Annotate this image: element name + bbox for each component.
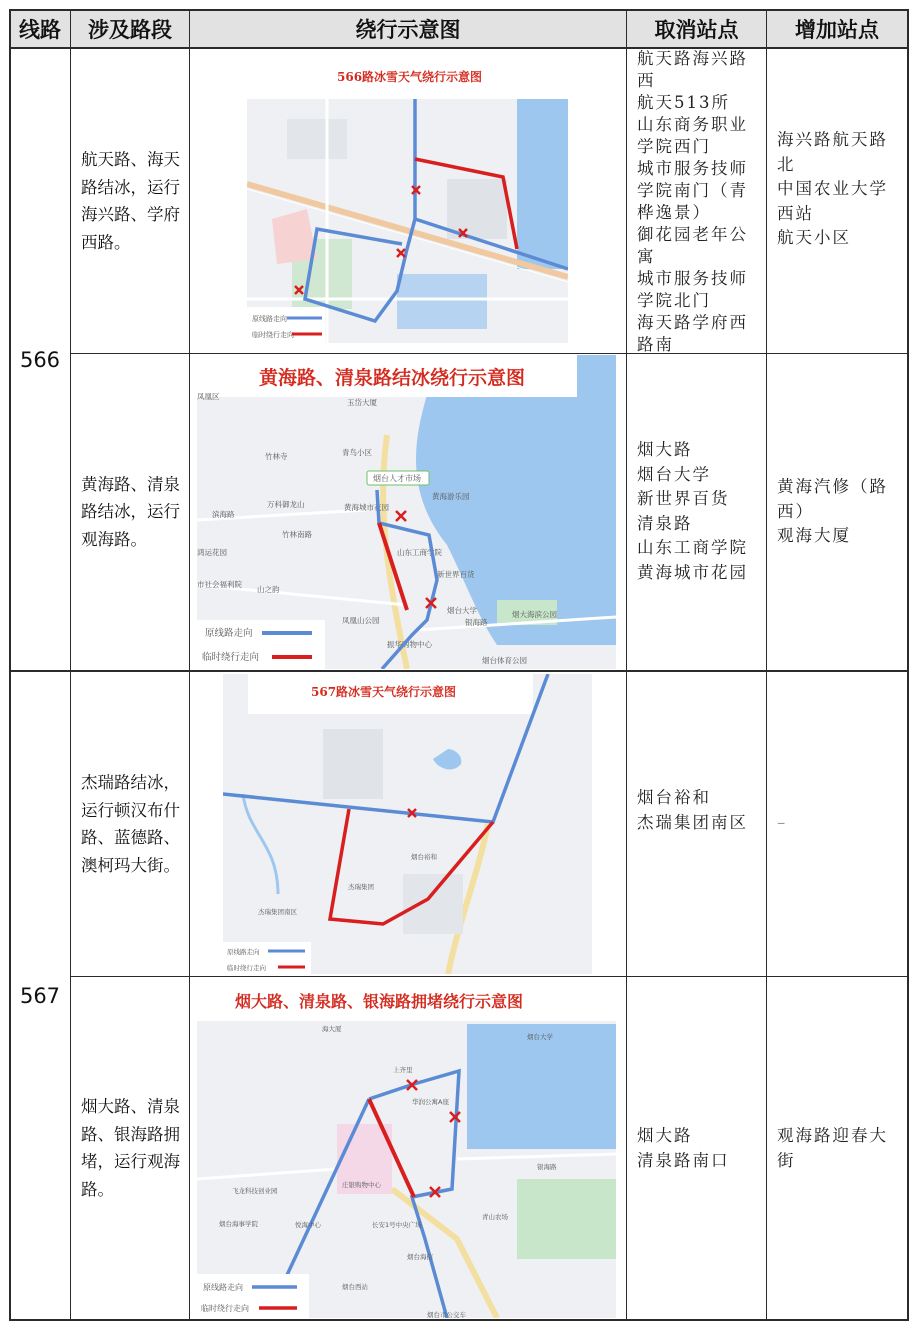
add-stops-list [777,128,901,251]
cancel-stop: 烟台裕和 [637,788,711,807]
detour-map [197,355,616,669]
add-stop: 黄海汽修（路西） [777,477,888,521]
map-label: 烟台市公交车 [427,1311,466,1318]
segment-text [75,354,185,670]
add-stops-list [777,475,901,549]
table-divider [71,353,908,354]
map-label: 庄银购物中心 [342,1181,381,1189]
legend-original-label: 原线路走向 [227,948,260,956]
map-label: 黄海游乐园 [432,492,470,501]
legend-temporary-label: 临时绕行走向 [202,652,260,663]
add-stop: 中国农业大学西站 [777,179,888,223]
map-label: 山东工商学院 [397,548,442,557]
map-label: 烟台大学 [447,606,477,615]
header-segment: 涉及路段 [71,10,189,47]
detour-map [197,979,616,1318]
segment-text [75,672,185,976]
table-border [10,1319,908,1321]
table-divider [70,9,71,1321]
map-label: 市社会福利院 [197,580,242,589]
add-stop: 观海路迎春大街 [777,1126,888,1170]
map-label: 玉岱大厦 [347,398,377,407]
map-title: 566路冰雪天气绕行示意图 [337,70,483,84]
segment-label: 烟大路、清泉路、银海路拥堵，运行观海路。 [81,1097,180,1199]
map-label: 烟大海滨公园 [512,610,557,619]
table-divider [766,9,767,1321]
table-divider [189,9,190,1321]
map-label: 凤凰山公园 [342,616,380,625]
map-label: 凤凰区 [197,392,220,401]
legend-original-label: 原线路走向 [252,315,287,323]
add-stops-list [777,1124,901,1173]
map-canvas [247,59,568,343]
cancel-stop: 航天路海兴路西 [637,49,748,90]
map-label: 青鸟小区 [342,448,372,457]
map-label: 海大厦 [322,1025,342,1033]
cancel-stop: 城市服务技师学院北门 [637,269,748,310]
map-label: 滨海路 [212,510,235,519]
add-stops-list [777,812,901,834]
map-title: 黄海路、清泉路结冰绕行示意图 [259,367,526,389]
header-add-stops: 增加站点 [767,10,907,47]
cancel-stop: 新世界百货 [637,489,730,508]
table-border [10,9,908,11]
detour-map [247,59,568,343]
map-label: 银海路 [465,618,488,627]
map-label: 银海路 [537,1163,557,1171]
add-stop: 观海大厦 [777,526,851,545]
map-label: 长安1号中央广场 [372,1221,422,1229]
map-label: 华润公寓A座 [412,1098,449,1106]
map-label: 竹林寺 [265,452,288,461]
map-title: 烟大路、清泉路、银海路拥堵绕行示意图 [235,992,524,1011]
map-canvas [197,979,616,1318]
map-label: 竹林南路 [282,530,312,539]
segment-label: 黄海路、清泉路结冰，运行观海路。 [81,474,180,549]
legend-original-label: 原线路走向 [205,628,253,639]
map-title: 567路冰雪天气绕行示意图 [311,685,457,699]
add-stop: 海兴路航天路北 [777,130,888,174]
add-stop: 航天小区 [777,228,851,247]
cancel-stops-list [637,1124,761,1173]
legend-temporary-label: 临时绕行走向 [227,964,266,972]
detour-map [223,674,592,974]
map-label: 青山农场 [482,1213,508,1221]
table-border [907,9,909,1321]
cancel-stops-list [637,438,761,585]
segment-text [75,977,185,1319]
map-label: 万科御龙山 [267,500,305,509]
header-cancel-stops: 取消站点 [627,10,766,47]
segment-label: 航天路、海天路结冰，运行海兴路、学府西路。 [81,150,180,252]
header-route: 线路 [10,10,70,47]
route-number: 567 [19,983,61,1008]
map-label: 新世界百货 [437,570,475,579]
cancel-stop: 航天513所 [637,93,730,112]
legend-original-label: 原线路走向 [203,1283,243,1292]
cancel-stop: 清泉路南口 [637,1150,730,1170]
cancel-stop: 山东商务职业学院西门 [637,115,748,156]
cancel-stop: 烟大路 [637,440,693,459]
segment-label: 杰瑞路结冰，运行顿汉布什路、蓝德路、澳柯玛大街。 [81,773,180,875]
cancel-stops-list [637,48,761,356]
map-label: 烟台裕和 [411,853,437,861]
cancel-stops-list [637,786,761,835]
map-label: 飞龙科技创业园 [232,1187,278,1195]
cancel-stop: 烟台大学 [637,464,711,484]
map-label: 黄海城市花园 [344,503,389,512]
map-label: 悦海中心 [295,1221,321,1229]
map-canvas [197,355,616,669]
cancel-stop: 清泉路 [637,513,693,533]
map-label: 杰瑞集团 [348,883,374,891]
header-diagram: 绕行示意图 [190,10,626,47]
map-label: 烟台海事学院 [219,1220,258,1228]
cancel-stop: 城市服务技师学院南门（青桦逸景） [637,159,748,222]
map-label: 杰瑞集团南区 [258,908,297,916]
map-label: 烟台体育公园 [482,656,527,665]
map-label: 振华购物中心 [387,640,432,649]
cancel-stop: 海天路学府西路南 [637,313,748,354]
segment-text [75,49,185,353]
cancel-stop: 御花园老年公寓 [637,225,748,266]
table-divider [626,9,627,1321]
cancel-stop: 山东工商学院 [637,538,748,557]
map-label: 烟台海信 [407,1253,433,1261]
add-stop: – [777,813,788,832]
map-label: 鸿运花园 [197,548,227,557]
table-divider [71,976,908,977]
legend-temporary-label: 临时绕行走向 [252,331,294,339]
map-canvas [223,674,592,974]
map-label: 上齐里 [393,1066,413,1074]
map-label: 烟台人才市场 [373,474,421,483]
legend-temporary-label: 临时绕行走向 [201,1304,249,1313]
map-label: 烟台大学 [527,1033,553,1041]
map-label: 烟台西站 [342,1283,368,1291]
map-label: 山之韵 [257,585,280,594]
cancel-stop: 烟大路 [637,1126,693,1145]
cancel-stop: 杰瑞集团南区 [637,812,748,832]
cancel-stop: 黄海城市花园 [637,562,748,582]
route-number: 566 [19,347,61,372]
